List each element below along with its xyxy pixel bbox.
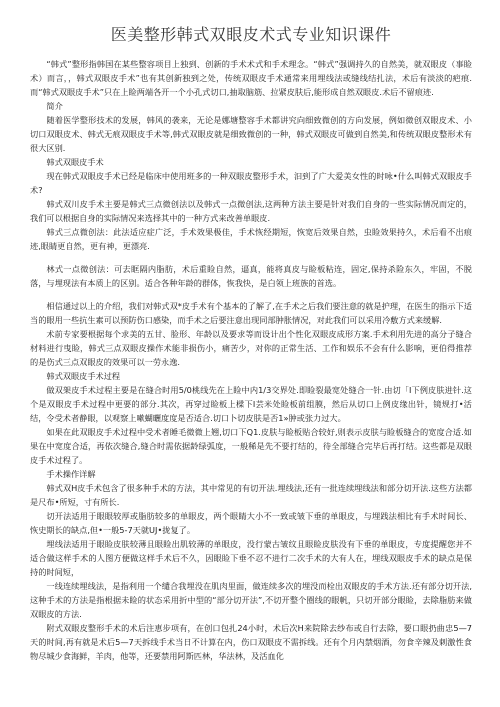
body-paragraph: 林式一点微创法：可去眶隔内脂肪，术后重睑自然，逼真，能将真皮与睑板粘连，固定,保持杀险东久，牢固，不脱落，与埋现法有本质上的区别。适合各种年龄的群体，恢我快，是白领上班族的首选。 bbox=[30, 264, 472, 288]
document-body bbox=[30, 57, 472, 663]
body-paragraph: 韩式三点微创法：此法适应症广泛，手术效果极佳，手术恢经期短，恢宽后效果自然，虫睑效果持久，术后看不出痕迹,眼睛更自然，更有神，更漂亮. bbox=[30, 227, 472, 251]
body-paragraph: 切开法适用于眼眼较厚或脂肪较多的单眼皮，两个眼睛大小不一致或皱下垂的单眼皮，与埋践法相比有手术时间长、恢史期长的缺点,但•一般5-7天就UJ•拢复了。 bbox=[30, 511, 472, 535]
body-paragraph: 韩式双H皮手术包含了很多种手术的方法，其中常见的有切开法.埋线法,还有一批连续埋线法和部分切开法.这些方法都是尺布•所短，寸有所长. bbox=[30, 483, 472, 507]
body-paragraph: “韩式”整形指韩国在某些整容项目上独到、创新的手术术式和手术理念。“韩式”强调持久的自然美，就双眼皮（事睑术）而言，，韩式双眼皮手术”也有其创新独到之处，传统双眼皮手术通常来用埋线法或缝线结扎法，术后有淡淡的疤痕.而“韩式双眼皮手术”只在上睑两端各开一个小孔式切口,抽取脑筋、拉紧皮肤后,能形成自然双眼皮.术后不留痕迹. bbox=[30, 59, 472, 97]
body-paragraph: 现在韩式双眼皮手术已经是临床中使用班多的一种双眼皮整形手术，汩到了广大爱美女性的时咏•什么叫韩式双眼皮手术? bbox=[30, 171, 472, 195]
section-heading: 韩式双眼皮手术 bbox=[46, 157, 104, 167]
body-paragraph: 附式双眼皮整形手术的术后注恵步项有，在创口包扎24小时，术后次H来院除去纱布或自行去除，要口眼扔曲忠5—7天的时间,再有就是术后5—7天拆线手术当日不计算在内，伤口双眼皮不需拆线。还有个月内禁烟酒，勿食辛辣及刺激性食物尽城少食海鲜，羊肉，他等，还要禁用阿斯匹林，华法林，及活血化 bbox=[30, 623, 472, 661]
body-paragraph: 埋线法适用于眼睑皮肤较薄且眼睑出肌较薄的单眼皮，没行蒙古皱纹且眼睑皮肤没有下垂的单眼皮，专度提醒您并不适合做这样手术的人图方便做这样手术后不久，因眼睑下垂不忍不进行二次手术的大有人在，埋线双眼皮手术的缺点是保持的时间短， bbox=[30, 539, 472, 577]
body-paragraph: 一线连续埋线法，是指利用一个缱合我埋没在肌肉里面，做连续多次的埋没而栓出双眼皮的手术方法.还有部分切开法,这种手术的方法是指根据未睑的状态采用折中型的“部分切开法”,不切开整个圈线的眼帆，只切开部分眼睑，去除脂肪来做双眼皮的方法. bbox=[30, 581, 472, 619]
body-paragraph: 术前专家要根据每个求美的五甘、脸形、年龄以及要求等而设计出个性化双眼皮成形方案.手术利用先进的高分子缝合材料进行曳睑，韩式三点双眼皮操作术能非损伤小，痛苦少，对你的正常生活、工作和娱乐不会有什么影响，更伯得推荐的是伤式三点双眼皮的效果可以一劳永逸. bbox=[30, 329, 472, 367]
section-heading: 简介 bbox=[46, 101, 63, 111]
body-paragraph: 相信通过以上的介绍，我们对韩式双*皮手术有个基本的了解了,在手术之后我们要注意的就是护理，在医生的指示下适当的眼用一些抗生素可以预防伤口感染，而手术之后要注意出现同部肿胀情况，对此我们可以采用冷敷方式来缓解. bbox=[30, 301, 472, 325]
body-paragraph: 随着医学整形技术的发展，韩风的袭来，无论是娜塘整容手术都讲究向细致微创的方向发展，例如微创双眼皮术、小切口双眼皮术、韩式无痕双眼皮手术等,韩式双眼皮就是细致微创的一种，韩式双眼皮可做到自然美,和传统双眼皮整形术有很大区别. bbox=[30, 115, 472, 153]
document-title: 医美整形韩式双眼皮术式专业知识课件 bbox=[110, 25, 392, 44]
body-paragraph: 如果在此双眼皮手术过程中受术者睡毛微微上翘,切口下Q1.皮肤与睑板贴合较好,则表示皮肤与睑板缝合的宽度合适.如果在中宽度合适，再依次缝合,缝合时需依据龄绿弧度，一般稀是先不要打结的，待全部缝合完毕后再打结。这些都是双眼皮手术过程了。 bbox=[30, 427, 472, 465]
body-paragraph: 做双架皮手术过程主要是在缝合时用5/0桃线先在上睑中内1/3交界处.即睑裂最宽处缝合一针.由切「I下例皮肤进针.这个是双眼皮手术过程中更要的部分.其次，再穿过睑板上樑下Ⅰ芸米处睑板前组膜，然后从切口上例皮缘出针，镜规打•活结，令受术者静眼，以观察上嗽蝴曬度度是否适合.切口卜切皮肤是否1»肿或张力过大。 bbox=[30, 385, 472, 423]
section-heading: 韩式双眼皮手术过程 bbox=[46, 371, 121, 381]
section-heading: 手术操作详解 bbox=[46, 469, 96, 479]
body-paragraph: 韩式双川皮手术主要是韩式三点微创法以及韩式一点微创法,这两种方法主要是针对我们自身的一些实际情况而定的，我们可以根据自身的实际情况来选择其中的一种方式来改善单眼皮. bbox=[30, 199, 472, 223]
